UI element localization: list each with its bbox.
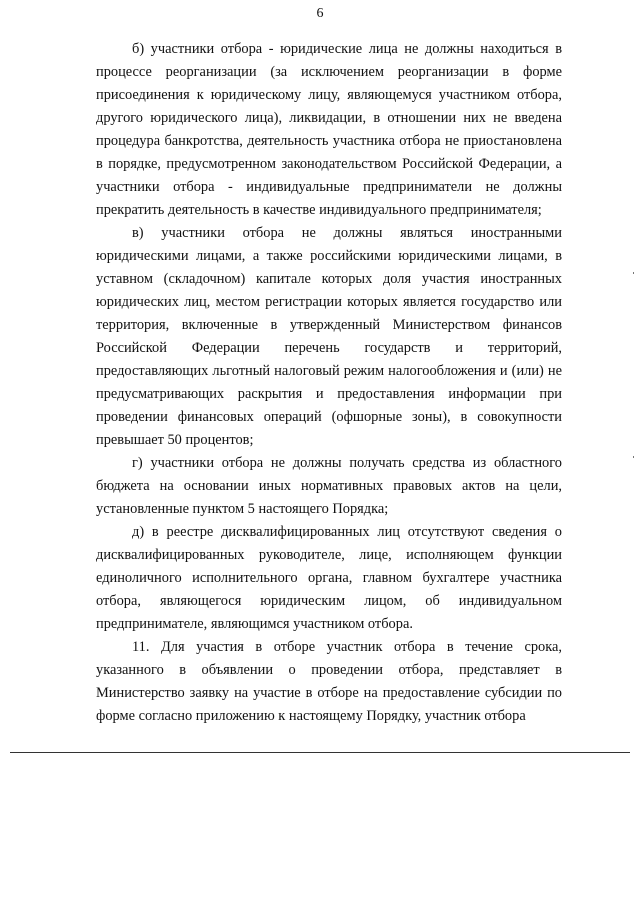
- margin-scan-mark: [633, 456, 634, 458]
- page-number: 6: [316, 6, 324, 21]
- paragraph-b: б) участники отбора - юридические лица не должны находиться в процессе реорганизации (за исключением реорганизации в форме присоединения к юридическому лицу, являющемуся участником отбора, другого юридического лица), ликвидации, в отношении них не введена процедура банкротства, деятельность участника отбора не приостановлена в порядке, предусмотренном законодательством Российской Федерации, а участники отбора - индивидуальные предприниматели не должны прекратить деятельность в качестве индивидуального предпринимателя;: [96, 41, 562, 218]
- bottom-divider: [10, 752, 630, 753]
- paragraph-d: д) в реестре дисквалифицированных лиц отсутствуют сведения о дисквалифицированных руководителе, лице, исполняющем функции единоличного исполнительного органа, главном бухгалтере участника отбора, являющегося юридическим лицом, об индивидуальном предпринимателе, являющимся участником отбора.: [96, 524, 562, 632]
- paragraph-v: в) участники отбора не должны являться иностранными юридическими лицами, а также российскими юридическими лицами, в уставном (складочном) капитале которых доля участия иностранных юридических лиц, местом регистрации которых является государство или территория, включенные в утвержденный Министерством финансов Российской Федерации перечень государств и территорий, предоставляющих льготный налоговый режим налогообложения и (или) не предусматривающих раскрытия и предоставления информации при проведении финансовых операций (офшорные зоны), в совокупности превышает 50 процентов;: [96, 225, 562, 448]
- body-text: [96, 38, 562, 728]
- margin-scan-mark: [633, 272, 634, 274]
- paragraph-11: 11. Для участия в отборе участник отбора в течение срока, указанного в объявлении о проведении отбора, представляет в Министерство заявку на участие в отборе на предоставление субсидии по форме согласно приложению к настоящему Порядку, участник отбора: [96, 639, 562, 724]
- paragraph-g: г) участники отбора не должны получать средства из областного бюджета на основании иных нормативных правовых актов на цели, установленные пунктом 5 настоящего Порядка;: [96, 455, 562, 517]
